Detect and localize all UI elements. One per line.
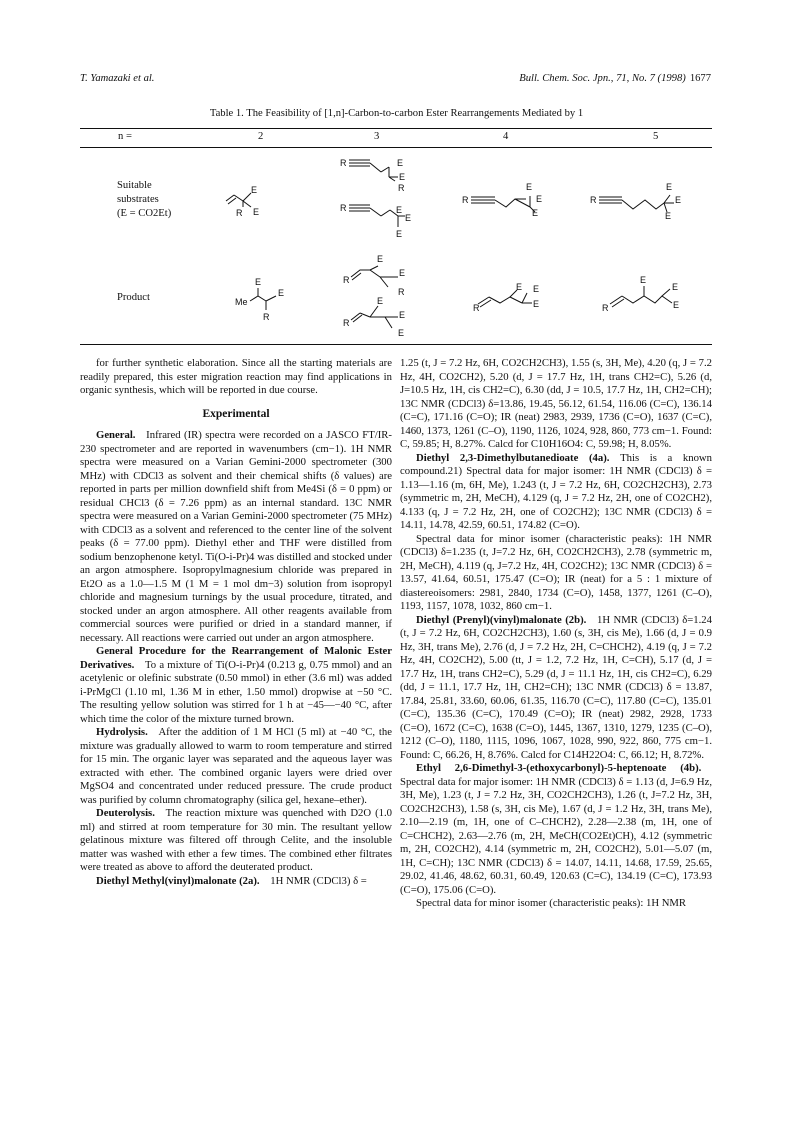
body-paragraph [80,357,392,398]
structure-product-n5 [602,275,679,313]
atom-label-E: E [278,288,285,298]
table-caption: Table 1. The Feasibility of [1,n]-Carbon-to-carbon Ester Rearrangements Mediated by 1 [209,108,584,119]
paragraph-text: Infrared (IR) spectra were recorded on a JASCO FT/IR-230 spectrometer and are reported in wavenumbers (cm−1). 1H NMR spectra were measured on a Varian Gemini-2000 spectrometer (300 MHz) with CDCl3 as solvent and their chemical shifts (δ values) are reported in parts per million downfield shift from Me4Si (δ = 0 ppm) or residual CHCl3 (δ = 7.26 ppm) as an internal standard. 13C NMR spectra were measured on a Varian Gemini-2000 spectrometer (75 MHz) with CDCl3 as a solvent and referenced to the center line of the solvent peaks (δ = 77.00 ppm). Diethyl ether and THF were distilled from sodium benzophenone ketyl. Ti(O-i-Pr)4 was distilled and stocked under an argon atmosphere. Isopropylmagnesium chloride was prepared in Et2O as a 1.0—1.5 M (1 M = 1 mol dm−3) solution from isopropyl chloride and magnesium turnings by the usual procedure, titrated, and stocked under an argon atmosphere. All other reagents available from commercial sources were purified or dried in a standard manner, if necessary. All reactions were carried out under an argon atmosphere. [80,429,392,644]
atom-label-E: E [377,296,384,306]
body-paragraph [400,897,712,911]
atom-label-R: R [343,275,350,285]
paragraph-text: Spectral data for major isomer: 1H NMR (CDCl3) δ = 1.13 (d, J=6.9 Hz, 3H, Me), 1.23 (t, J = 7.2 Hz, 3H, CO2CH2CH3), 1.26 (t, J=7.2 Hz, 3H, CO2CH2CH3), 1.58 (s, 3H, cis Me), 1.67 (d, J = 1.2 Hz, 3H, trans Me), 2.10—2.19 (m, 1H, one of C–CHCH2), 2.28—2.38 (m, 1H, one of C=CHCH2), 2.63—2.76 (m, 2H, MeCH(CO2Et)CH), 4.12 (symmetric m, 2H, CO2CH2), 4.14 (symmetric m, 2H, CO2CH2), 5.01—5.07 (m, 1H, C=CH); 13C NMR (CDCl3) δ = 14.07, 14.11, 14.68, 17.59, 25.65, 29.02, 41.46, 48.62, 60.31, 60.49, 120.63 (C=C), 134.19 (C=C), 173.93 (C=O), 175.06 (C=O). [400,775,712,896]
paragraph-run-in-heading: Diethyl Methyl(vinyl)malonate (2a). [96,874,260,887]
paragraph-text: 1.25 (t, J = 7.2 Hz, 6H, CO2CH2CH3), 1.55 (s, 3H, Me), 4.20 (q, J = 7.2 Hz, 4H, CO2CH2), 5.20 (d, J = 17.7 Hz, 1H, trans CH2=C), 5.26 (d, J=10.5 Hz, 1H, cis CH2=C), 6.30 (dd, J = 10.5, 17.7 Hz, 1H, CH2=CH); 13C NMR (CDCl3) δ=13.86, 19.45, 56.12, 61.54, 116.06 (C=C), 136.14 (C=C), 171.16 (C=O); IR (neat) 2983, 2939, 1736 (C=O), 1637 (C=C), 1460, 1373, 1261 (C–O), 1190, 1126, 1024, 928, 860, 773 cm−1. Found: C, 59.85; H, 8.27%. Calcd for C10H16O4: C, 59.98; H, 8.05%. [400,357,712,450]
atom-label-E: E [399,268,406,278]
body-paragraph [400,762,712,897]
atom-label-R: R [590,195,597,205]
structure-substrate-n2 [226,185,259,218]
table-col-header-3: 3 [374,131,380,142]
table-n-label: n = [118,131,132,142]
paragraph-text: Spectral data for minor isomer (characteristic peaks): 1H NMR (CDCl3) δ=1.235 (t, J=7.2 Hz, 6H, CO2CH2CH3), 2.78 (symmetric m, 2H, MeCH), 4.119 (q, J=7.2 Hz, 4H, CO2CH2); 13C NMR (CDCl3) δ = 13.57, 41.64, 60.51, 175.47 (C=O); IR (neat) for a 5 : 1 mixture of diastereoisomers: 2981, 2840, 1734 (C=O), 1458, 1377, 1261 (C–O), 1193, 1157, 1078, 1032, 860 cm−1. [400,532,712,612]
atom-label-R: R [340,203,347,213]
atom-label-R: R [462,195,469,205]
atom-label-E: E [673,300,680,310]
table-bottom-rule [80,344,712,345]
paragraph-run-in-heading: General Procedure for the Rearrangement of Malonic Ester Derivatives. [80,645,392,671]
paragraph-run-in-heading: Diethyl (Prenyl)(vinyl)malonate (2b). [416,613,587,626]
body-paragraph [80,726,392,807]
paragraph-text: for further synthetic elaboration. Since all the starting materials are readily prepared, this ester migration reaction may find applications in organic synthesis, which will be reported in due course. [80,357,392,396]
atom-label-E: E [533,284,540,294]
paragraph-run-in-heading: General. [96,429,136,441]
atom-label-E: E [665,211,672,221]
atom-label-E: E [377,254,384,264]
row-label-product: Product [117,292,150,303]
structure-drawings [0,0,793,345]
paragraph-run-in-heading: Diethyl 2,3-Dimethylbutanedioate (4a). [416,451,610,464]
body-paragraph [400,533,712,614]
atom-label-E: E [526,182,533,192]
table-col-header-5: 5 [653,131,659,142]
structure-product-n4 [473,282,539,313]
row-label-line: (E = CO2Et) [117,208,172,219]
body-paragraph [80,807,392,875]
paragraph-run-in-heading: Ethyl 2,6-Dimethyl-3-(ethoxycarbonyl)-5-heptenoate (4b). [416,762,702,774]
atom-label-R: R [473,303,480,313]
paragraph-text: The reaction mixture was quenched with D2O (1.0 ml) and stirred at room temperature for 30 min. The resultant yellow gelatinous mixture was filtered off through Celite, and the insoluble matter was washed with ether a few times. The combined ether filtrates were treated as above to afford the deuterated product. [80,807,392,873]
text-column-left [80,357,392,888]
text-column-right [400,357,712,911]
paragraph-run-in-heading: Deuterolysis. [96,807,155,819]
journal-citation: Bull. Chem. Soc. Jpn., 71, No. 7 (1998) [519,73,686,84]
paragraph-text: Spectral data for minor isomer (characteristic peaks): 1H NMR [416,897,687,909]
atom-label-E: E [396,229,403,239]
row-label-line: Suitable [117,180,152,191]
atom-label-E: E [666,182,673,192]
paragraph-text: 1H NMR (CDCl3) δ = [270,874,367,887]
atom-label-R: R [340,158,347,168]
body-paragraph [400,614,712,763]
atom-label-E: E [672,282,679,292]
atom-label-R: R [263,312,270,322]
atom-label-R: R [602,303,609,313]
structure-substrate-n3-a [340,158,405,193]
atom-label-E: E [396,205,403,215]
structure-substrate-n4 [462,182,542,218]
page-number: 1677 [689,73,711,84]
atom-label-E: E [399,310,406,320]
running-header-authors: T. Yamazaki et al. [80,73,155,84]
structure-substrate-n3-b [340,203,411,239]
atom-label-E: E [640,275,647,285]
body-paragraph [400,452,712,533]
body-paragraph [400,357,712,452]
atom-label-E: E [398,328,405,338]
atom-label-E: E [399,172,406,182]
atom-label-E: E [253,207,260,217]
row-label-line: substrates [117,194,159,205]
atom-label-R: R [398,287,405,297]
atom-label-E: E [255,277,262,287]
body-paragraph [80,645,392,726]
section-heading: Experimental [202,407,270,420]
paragraph-text: To a mixture of Ti(O-i-Pr)4 (0.213 g, 0.75 mmol) and an acetylenic or olefinic substrate (0.50 mmol) in ether (3.6 ml) was added i-PrMgCl (1.10 ml, 1.36 M in ether, 1.50 mmol) dropwise at −50 °C. The resulting yellow solution was stirred for 1 h at −45—−40 °C, after which time the color of the mixture turned brown. [80,658,392,725]
atom-label-E: E [516,282,523,292]
atom-label-Me: Me [235,297,248,307]
atom-label-E: E [397,158,404,168]
body-paragraph [80,429,392,645]
structure-product-n3-a [343,254,405,297]
paragraph-run-in-heading: Hydrolysis. [96,726,148,738]
atom-label-E: E [405,213,412,223]
atom-label-R: R [236,208,243,218]
paragraph-text: After the addition of 1 M HCl (5 ml) at −40 °C, the mixture was gradually allowed to warm to room temperature and stirred for 15 min. The organic layer was separated and the aqueous layer was extracted with ether. The combined organic layers were dried over MgSO4 and concentrated under reduced pressure. The crude product was purified by column chromatography (silica gel, hexane–ether). [80,726,392,806]
atom-label-E: E [536,194,543,204]
paragraph-text: 1H NMR (CDCl3) δ=1.24 (t, J = 7.2 Hz, 6H, CO2CH2CH3), 1.60 (s, 3H, cis Me), 1.66 (d, J = 0.9 Hz, 3H, trans Me), 2.76 (d, J = 7.2 Hz, 2H, C=CHCH2), 4.19 (q, J = 7.2 Hz, 4H, CO2CH2), 5.00 (tt, J = 1.2, 7.2 Hz, 1H, C=CH), 5.17 (d, J = 17.7 Hz, 1H, trans CH2=C), 5.29 (d, J = 11.1 Hz, 1H, cis CH2=C), 6.29 (dd, J = 11.1, 17.7 Hz, 1H, CH2=CH); 13C NMR (CDCl3) δ = 13.87, 17.84, 25.81, 33.60, 60.06, 61.35, 116.70 (C=C), 117.80 (C=C), 135.01 (C=C), 135.36 (C=C), 170.49 (C=O); IR (neat) 2982, 2928, 1733 (C=O), 1672 (C=C), 1638 (C=O), 1445, 1367, 1310, 1279, 1235 (C–O), 1212 (C–O), 1180, 1115, 1096, 1067, 1028, 990, 922, 860, 775 cm−1. Found: C, 66.26, H, 8.76%. Calcd for C14H22O4: C, 66.12; H, 8.72%. [400,613,712,761]
structure-product-n2 [235,277,284,322]
atom-label-E: E [532,208,539,218]
structure-product-n3-b [343,296,405,338]
atom-label-E: E [533,299,540,309]
atom-label-E: E [675,195,682,205]
atom-label-R: R [398,183,405,193]
table-col-header-2: 2 [258,131,264,142]
paragraph-text: This is a known compound.21) Spectral data for major isomer: 1H NMR (CDCl3) δ = 1.13—1.16 (m, 6H, Me), 1.243 (t, J = 7.2 Hz, 6H, CO2CH2CH3), 2.73 (symmetric m, 2H, MeCH), 4.129 (q, J = 7.2 Hz, 2H, one of CO2CH2), 4.133 (q, J = 7.2 Hz, 2H, one of CO2CH2); 13C NMR (CDCl3) δ = 14.11, 14.78, 42.59, 60.51, 174.82 (C=O). [400,451,712,531]
body-paragraph [80,875,392,889]
atom-label-R: R [343,318,350,328]
structure-substrate-n5 [590,182,681,221]
table-col-header-4: 4 [503,131,509,142]
atom-label-E: E [251,185,258,195]
